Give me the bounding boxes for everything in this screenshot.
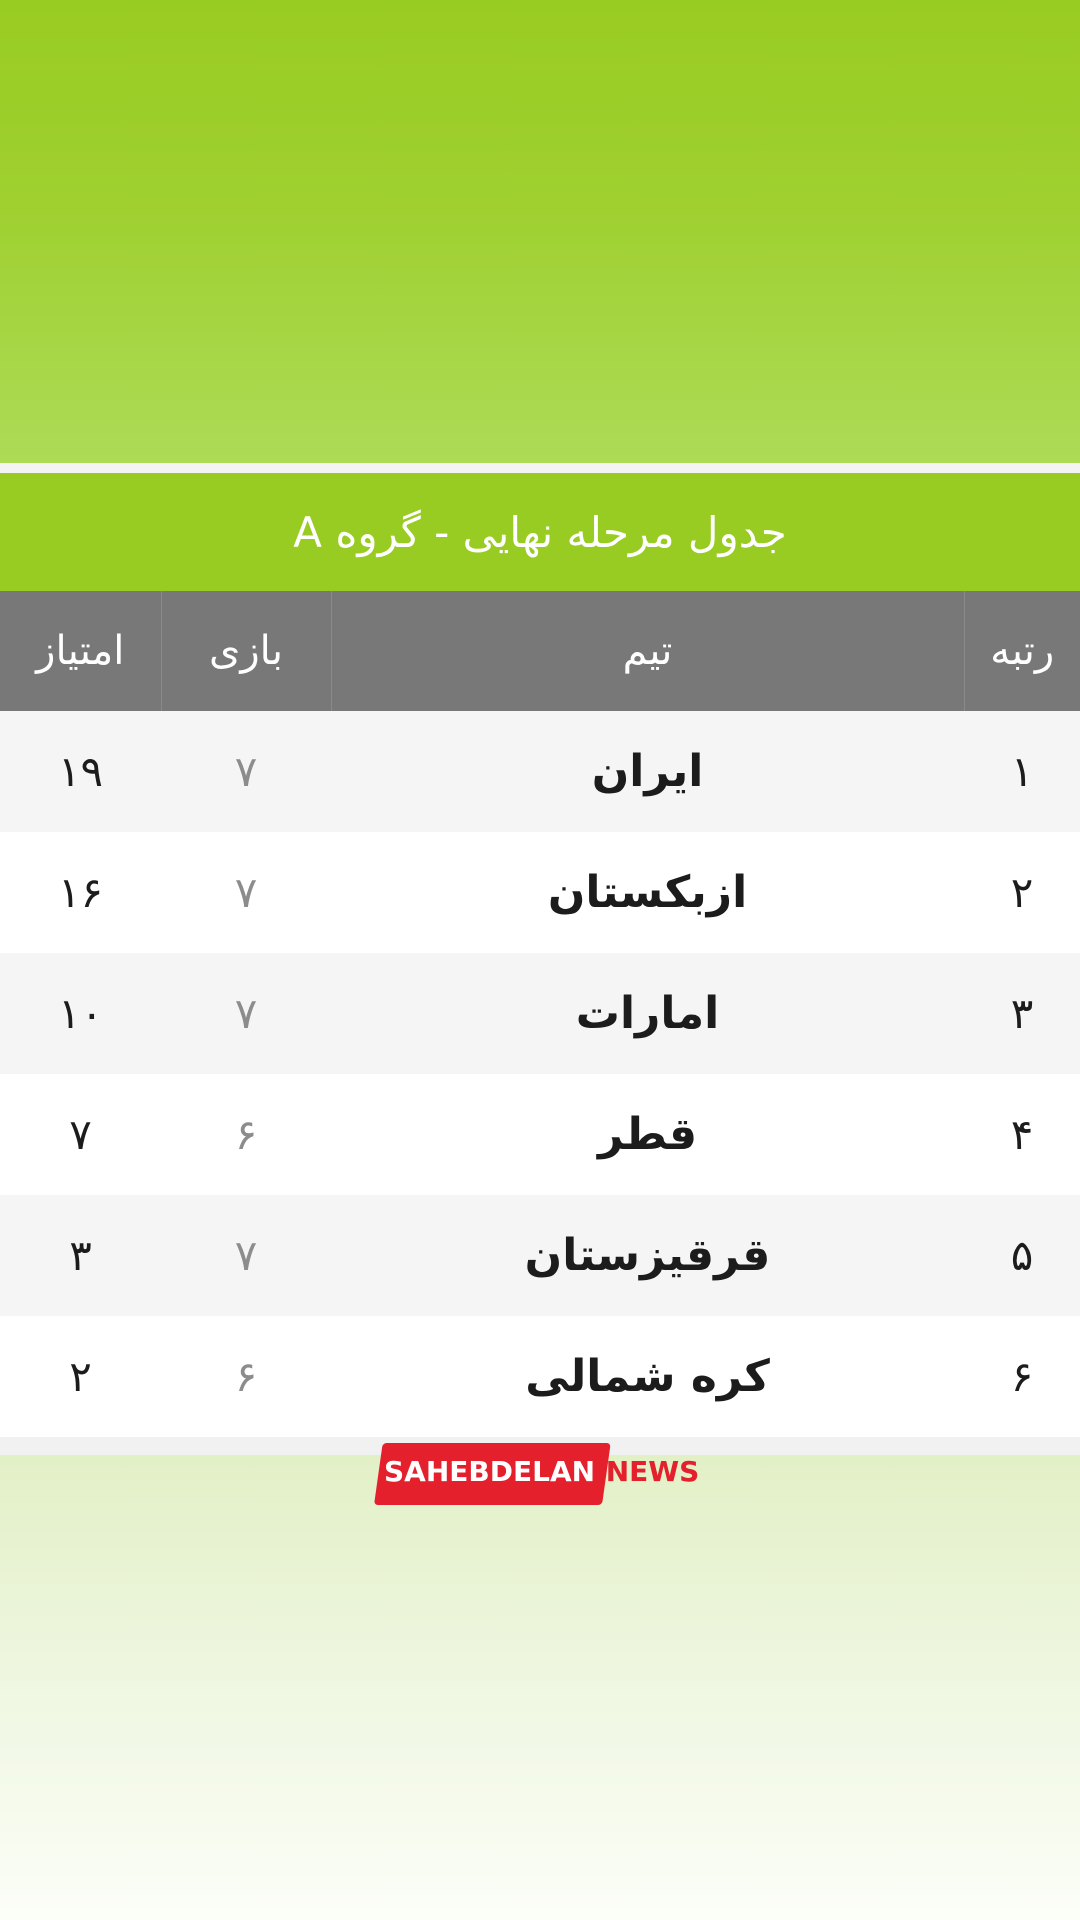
points-cell: ۱۰	[57, 989, 104, 1038]
standings-table	[0, 591, 1080, 1437]
points-cell: ۷	[69, 1110, 92, 1159]
points-cell: ۳	[69, 1231, 92, 1280]
rank-cell: ۱	[1010, 747, 1034, 796]
divider	[0, 463, 1080, 473]
rank-cell: ۲	[1010, 868, 1034, 917]
bottom-background	[0, 1455, 1080, 1920]
played-cell: ۶	[234, 1110, 258, 1159]
column-header-points: امتیاز	[36, 628, 125, 674]
played-cell: ۷	[234, 868, 258, 917]
team-cell: قرقیزستان	[524, 1230, 771, 1281]
played-cell: ۷	[234, 1231, 258, 1280]
table-row	[0, 1195, 1080, 1316]
team-cell: کره شمالی	[525, 1351, 770, 1402]
watermark-brand: SAHEBDELAN	[384, 1455, 596, 1488]
points-cell: ۱۶	[57, 868, 104, 917]
table-row	[0, 711, 1080, 832]
column-header-played: بازی	[161, 591, 331, 711]
played-cell: ۶	[234, 1352, 258, 1401]
rank-cell: ۴	[1010, 1110, 1034, 1159]
played-cell: ۷	[234, 747, 258, 796]
team-cell: امارات	[575, 988, 720, 1039]
points-cell: ۲	[69, 1352, 92, 1401]
rank-cell: ۵	[1010, 1231, 1034, 1280]
table-title-bar	[0, 473, 1080, 591]
table-row	[0, 1316, 1080, 1437]
rank-cell: ۳	[1010, 989, 1034, 1038]
team-cell: ایران	[591, 746, 704, 797]
table-title: جدول مرحله نهایی - گروه A	[293, 507, 787, 557]
top-banner	[0, 0, 1080, 463]
watermark-domain: .NEWS	[595, 1455, 700, 1488]
played-cell: ۷	[234, 989, 258, 1038]
rank-cell: ۶	[1010, 1352, 1034, 1401]
watermark-text	[384, 1455, 699, 1488]
points-cell: ۱۹	[57, 747, 104, 796]
table-header-row	[0, 591, 1080, 711]
table-row	[0, 832, 1080, 953]
table-row	[0, 953, 1080, 1074]
team-cell: ازبکستان	[547, 867, 748, 918]
team-cell: قطر	[597, 1109, 698, 1160]
column-header-team: تیم	[331, 591, 964, 711]
watermark-logo	[374, 1443, 700, 1505]
table-row	[0, 1074, 1080, 1195]
column-header-rank: رتبه	[964, 591, 1080, 711]
